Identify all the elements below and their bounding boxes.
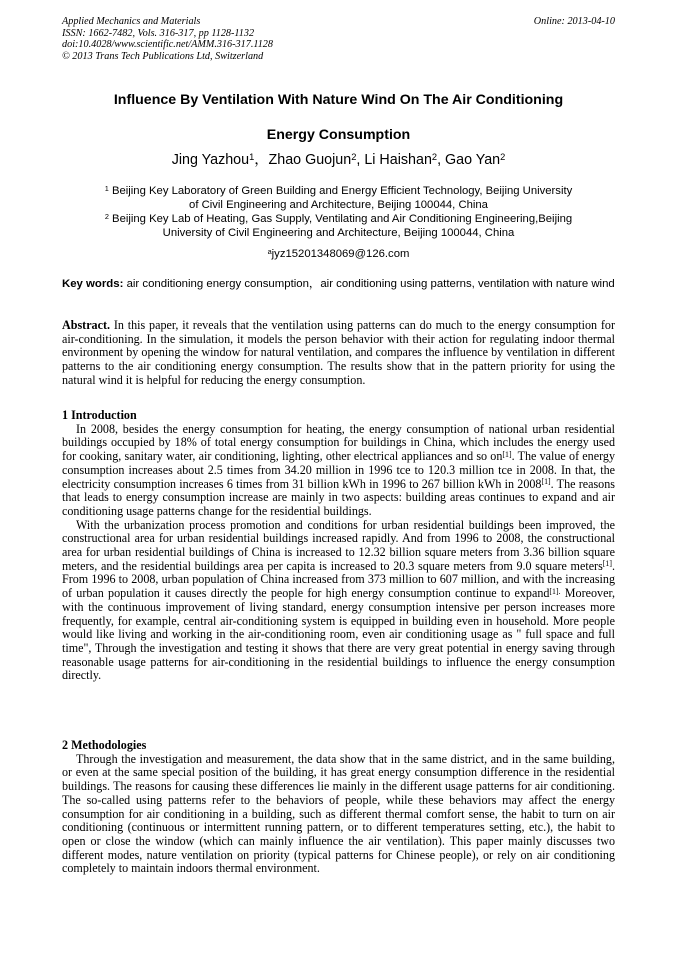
affiliation-1-line-2: of Civil Engineering and Architecture, Beijing 100044, China [189,199,488,211]
introduction-paragraph-2 [62,519,615,683]
journal-header [62,16,462,62]
abstract-text: In this paper, it reveals that the ventilation using patterns can do much to the energy consumption for air-conditioning. In the simulation, it models the person behavior with their action for regulating indoor thermal environment by opening the window for natural ventilation, and compares the influence by ventilation in different patterns to the air conditioning energy consumption. The results show that in the pattern priority for using the natural wind it is helpful for reducing the energy consumption. [62,318,615,387]
email-marker: a [267,246,272,256]
author-4-affil: 2 [500,151,506,162]
introduction-paragraph-1 [62,423,615,519]
author-4: , Gao Yan [437,152,501,168]
issn-line: ISSN: 1662-7482, Vols. 316-317, pp 1128-1132 [62,27,255,39]
affiliation-2-marker: 2 [104,211,109,221]
intro-p1-text-a: In 2008, besides the energy consumption for heating, the energy consumption of national urban residential buildings occupied by 18% of total energy consumption for buildings in China, which includes the energy used for cooking, sanitary water, air conditioning, lighting, other electrical appliances and so on [62,421,615,464]
affiliation-1 [62,184,615,212]
intro-p2-text-c: Moreover, with the continuous improvement of living standard, energy consumption intensive per person increases more frequently, for example, central air-conditioning system is equipped in building even in household. More people would like living and working in the air-conditioning room, even air conditioning usage as " full space and full time", Through the investigation and testing it shows that there are very great potential in energy saving through reasonable usage patterns for air-conditioning in the residential buildings to influence the energy consumption directly. [62,586,616,683]
keywords-text: air conditioning energy consumption，air conditioning using patterns, ventilation with nature wind [123,278,615,290]
paper-title-line-2: Energy Consumption [266,127,411,143]
author-2-affil: 2 [351,151,357,162]
online-date: Online: 2013-04-10 [533,16,615,27]
keywords [62,277,615,292]
intro-p2-text-a: With the urbanization process promotion and conditions for urban residential buildings been improved, the constructional area for urban residential buildings increased rapidly. And from 1996 to 2008, the constructional area for urban residential buildings of China is increased to 12.32 billion square meters from 3.36 billion square meters, and the residential buildings area per capita is increased to 20.3 square meters from 9.0 square meters [62,517,615,573]
affiliation-1-marker: 1 [104,183,109,193]
section-introduction [62,409,615,683]
intro-p2-text-b: . From 1996 to 2008, urban population of China increased from 373 million to 607 million, and with the increasing of urban population it causes directly the people for high energy consumption continue to expand [62,558,615,601]
author-3-affil: 2 [431,151,438,162]
author-separator: ， [254,152,269,168]
paper-title-line-1: Influence By Ventilation With Nature Wind On The Air Conditioning [113,92,564,108]
journal-name: Applied Mechanics and Materials [62,16,201,27]
affiliation-1-line-1: Beijing Key Laboratory of Green Building and Energy Efficient Technology, Beijing University [108,185,573,197]
intro-p1-text-c: . The reasons that leads to energy consumption increase are mainly in two aspects: building areas continues to expand and air conditioning usage patterns change for the residential buildings. [62,476,615,518]
section-2-heading: 2 Methodologies [62,738,147,752]
intro-p1-text-b: . The value of energy consumption increases about 2.5 times from 34.20 million in 1996 tce to 120.3 million tce in 2008. In that, the electricity consumption increases 6 times from 31 billion kWh in 1996 to 267 billion kWh in 2008 [62,449,615,491]
methodologies-paragraph-1: Through the investigation and measurement, the data show that in the same district, and in the same building, or even at the same special position of the building, it has great energy consumption difference in the residential buildings. The reasons for causing these differences lie mainly in the different usage patterns for air conditioning. The so-called using patterns refer to the behaviors of people, while these behaviors may affect the energy consumption for air conditioning in a building, such as different thermal comfort sense, the habit to turn on air conditioning (continuous or intermittent running pattern, or to different temperatures setting, etc.), the habit to open or close the window (which can mainly influence the air ventilation). This paper mainly discusses two different modes, nature ventilation on priority (typical patterns for Chinese people), or rely on air conditioning completely to maintain indoors thermal environment. [62,751,615,876]
citation-ref[interactable]: [1] [502,449,512,459]
section-1-heading: 1 Introduction [62,408,137,422]
citation-ref[interactable]: [1]. [549,586,561,596]
section-methodologies [62,739,615,876]
author-3: , Li Haishan [356,152,432,168]
abstract [62,319,615,388]
affiliation-2-line-1: Beijing Key Lab of Heating, Gas Supply, Ventilating and Air Conditioning Engineering,Beijing [108,213,573,225]
author-1: Jing Yazhou [171,152,250,168]
citation-ref[interactable]: [1] [602,559,612,569]
author-1-affil: 1 [249,151,255,162]
affiliation-2-line-2: University of Civil Engineering and Architecture, Beijing 100044, China [162,227,515,239]
keywords-label: Key words: [62,278,124,290]
citation-ref[interactable]: [1] [541,476,551,486]
email-address[interactable]: jyz15201348069@126.com [271,248,410,260]
author-email [62,247,615,261]
abstract-label: Abstract. [62,318,111,332]
copyright-line: © 2013 Trans Tech Publications Ltd, Switzerland [62,50,264,62]
author-2: Zhao Guojun [268,152,352,168]
author-list [62,151,615,169]
doi-line[interactable]: doi:10.4028/www.scientific.net/AMM.316-317.1128 [62,39,273,51]
affiliation-2 [62,212,615,240]
